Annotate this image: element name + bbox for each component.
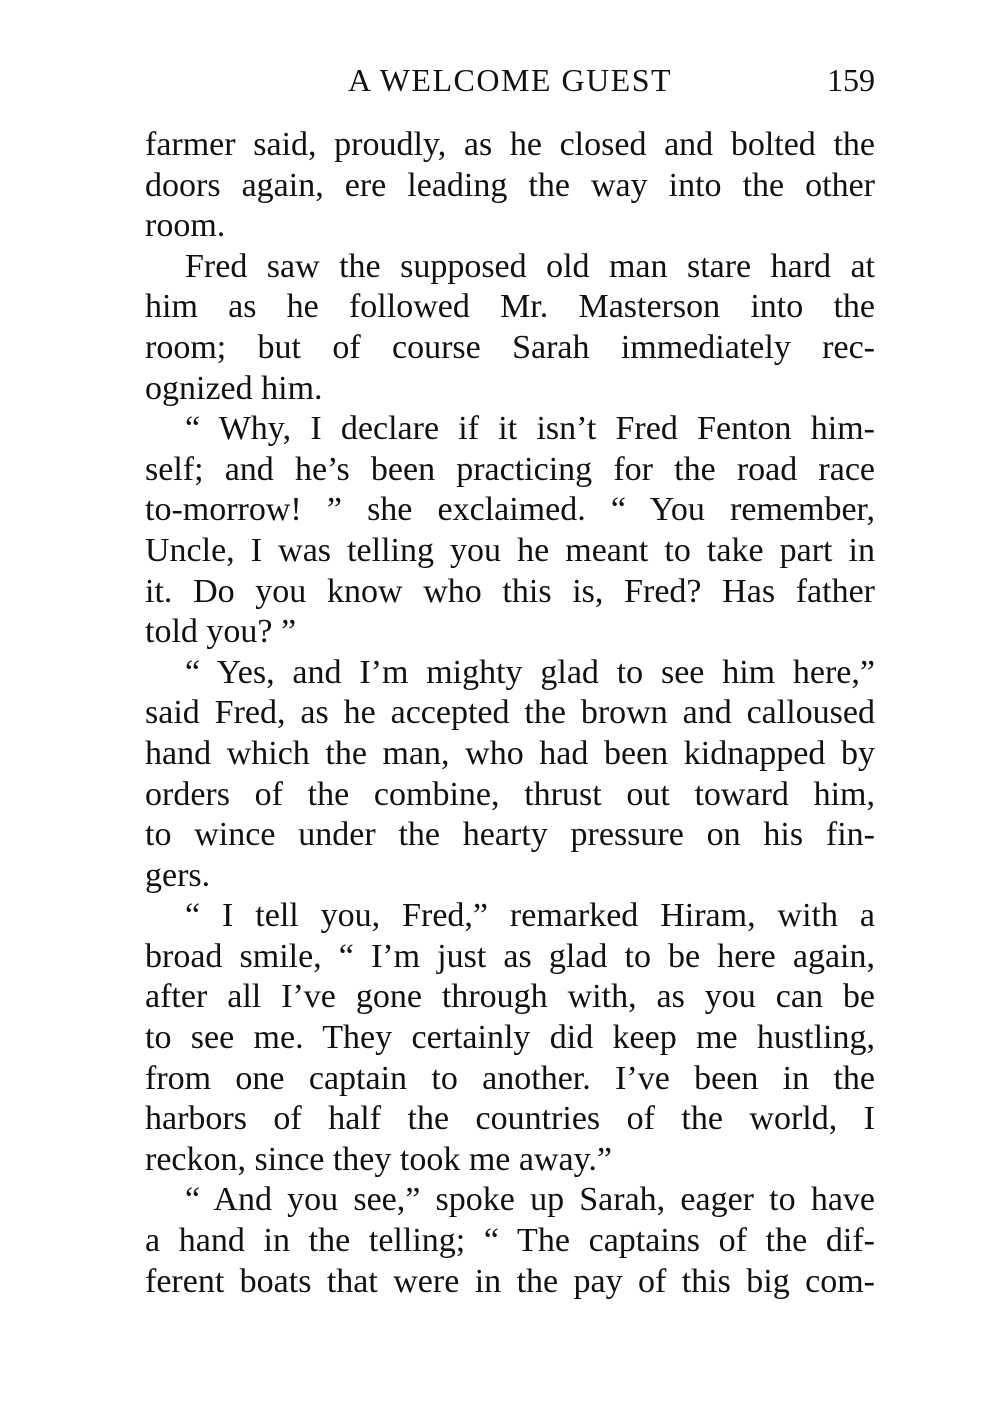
text-line: ferent boats that were in the pay of this big com- — [145, 1262, 875, 1300]
text-line: a hand in the telling; “ The captains of the dif- — [145, 1222, 875, 1260]
text-line: said Fred, as he accepted the brown and calloused — [145, 694, 875, 732]
text-line: room; but of course Sarah immediately rec- — [145, 328, 875, 366]
text-line: farmer said, proudly, as he closed and bolted the — [145, 126, 875, 163]
text-line: broad smile, “ I’m just as glad to be here again, — [145, 937, 875, 975]
text-line: from one captain to another. I’ve been in the — [145, 1059, 875, 1097]
body-text — [145, 125, 875, 1302]
text-line: Uncle, I was telling you he meant to take part in — [145, 531, 875, 569]
text-line: to-morrow! ” she exclaimed. “ You remember, — [145, 491, 875, 529]
text-line: doors again, ere leading the way into the other — [145, 166, 875, 204]
text-line: orders of the combine, thrust out toward him, — [145, 775, 875, 813]
text-line: told you? ” — [145, 613, 297, 651]
page-number: 159 — [827, 62, 875, 98]
text-line: to wince under the hearty pressure on his fin- — [145, 816, 875, 854]
text-line: Fred saw the supposed old man stare hard at — [185, 247, 875, 285]
text-line: “ Why, I declare if it isn’t Fred Fenton him- — [185, 410, 875, 448]
text-line: it. Do you know who this is, Fred? Has father — [145, 572, 875, 610]
text-line: to see me. They certainly did keep me hustling, — [145, 1019, 875, 1057]
text-line: gers. — [145, 856, 211, 894]
text-line: “ And you see,” spoke up Sarah, eager to have — [185, 1181, 875, 1219]
running-header — [145, 60, 875, 100]
text-line: reckon, since they took me away.” — [145, 1140, 613, 1178]
text-line: self; and he’s been practicing for the road race — [145, 450, 875, 488]
text-line: “ I tell you, Fred,” remarked Hiram, with a — [185, 897, 875, 935]
text-line: him as he followed Mr. Masterson into the — [145, 288, 875, 326]
text-line: hand which the man, who had been kidnapped by — [145, 734, 875, 772]
running-title: A WELCOME GUEST — [347, 62, 673, 98]
text-line: “ Yes, and I’m mighty glad to see him here,” — [185, 653, 875, 691]
text-line: harbors of half the countries of the world, I — [145, 1100, 875, 1138]
text-line: after all I’ve gone through with, as you can be — [145, 978, 875, 1016]
text-line: room. — [145, 207, 226, 245]
text-line: ognized him. — [145, 369, 323, 407]
